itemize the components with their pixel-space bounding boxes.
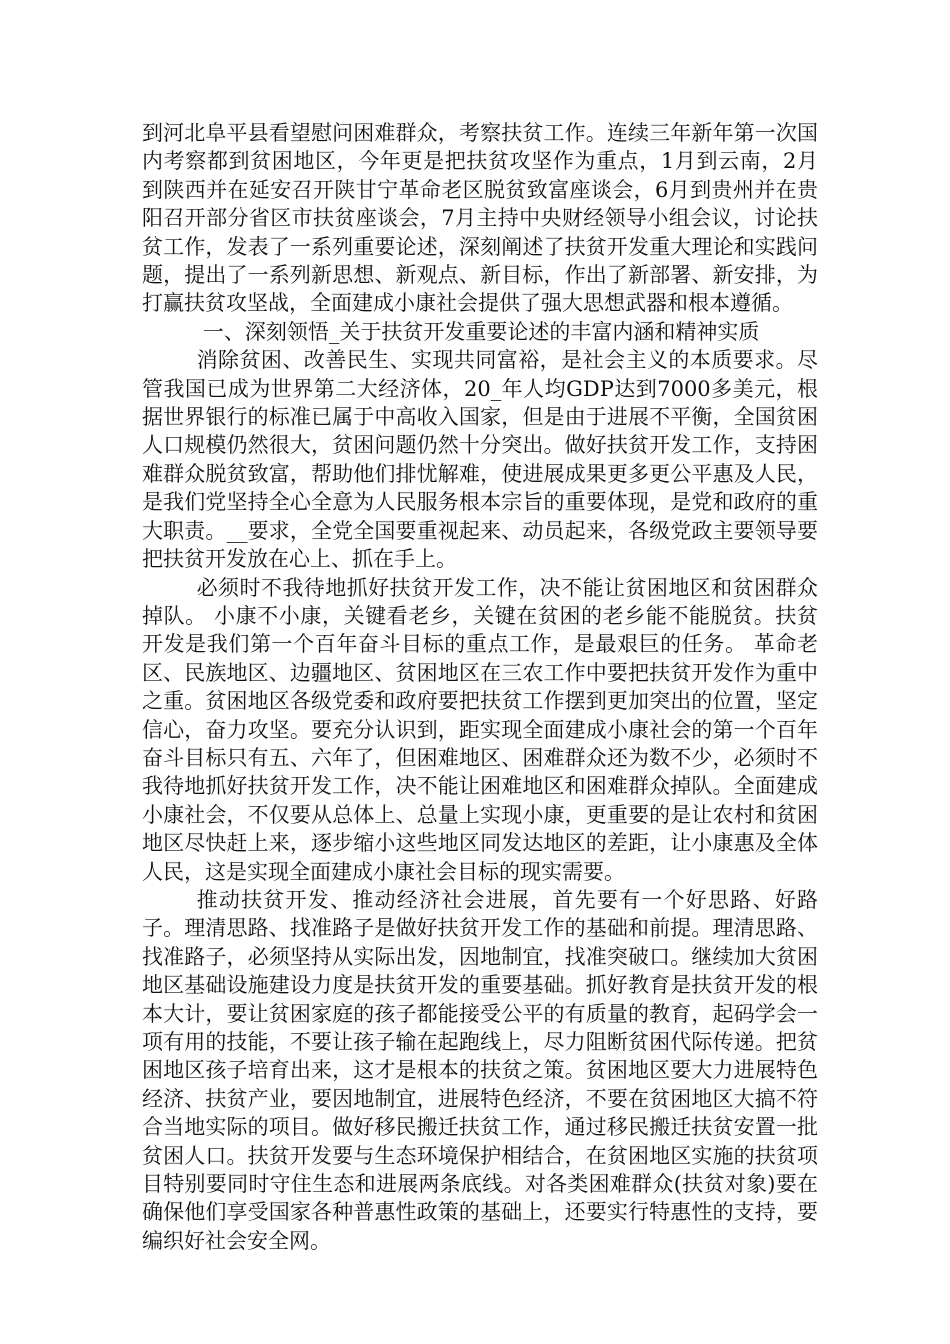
paragraph-good-approach: 推动扶贫开发、推动经济社会进展，首先要有一个好思路、好路子。理清思路、找准路子是做好扶贫开发工作的基础和前提。理清思路、找准路子，必须坚持从实际出发，因地制宜，找准突破口。继续加大贫困地区基础设施建设力度是扶贫开发的重要基础。抓好教育是扶贫开发的根本大计，要让贫困家庭的孩子都能接受公平的有质量的教育，起码学会一项有用的技能，不要让孩子输在起跑线上，尽力阻断贫困代际传递。把贫困地区孩子培育出来，这才是根本的扶贫之策。贫困地区要大力进展特色经济、扶贫产业，要因地制宜，进展特色经济，不要在贫困地区大搞不符合当地实际的项目。做好移民搬迁扶贫工作，通过移民搬迁扶贫安置一批贫困人口。扶贫开发要与生态环境保护相结合，在贫困地区实施的扶贫项目特别要同时守住生态和进展两条底线。对各类困难群众(扶贫对象)要在确保他们享受国家各种普惠性政策的基础上，还要实行特惠性的支持，要编织好社会安全网。 — [142, 887, 818, 1253]
paragraph-continuation: 到河北阜平县看望慰问困难群众，考察扶贫工作。连续三年新年第一次国内考察都到贫困地区，今年更是把扶贫攻坚作为重点，1月到云南，2月到陕西并在延安召开陕甘宁革命老区脱贫致富座谈会，6月到贵州并在贵阳召开部分省区市扶贫座谈会，7月主持中央财经领导小组会议，讨论扶贫工作，发表了一系列重要论述，深刻阐述了扶贫开发重大理论和实践问题，提出了一系列新思想、新观点、新目标，作出了新部署、新安排，为打赢扶贫攻坚战，全面建成小康社会提供了强大思想武器和根本遵循。 — [142, 121, 818, 316]
paragraph-poverty-elimination: 消除贫困、改善民生、实现共同富裕，是社会主义的本质要求。尽管我国已成为世界第二大经济体，20_年人均GDP达到7000多美元，根据世界银行的标准已属于中高收入国家，但是由于进展不平衡，全国贫困人口规模仍然很大，贫困问题仍然十分突出。做好扶贫开发工作，支持困难群众脱贫致富，帮助他们排忧解难，使进展成果更多更公平惠及人民，是我们党坚持全心全意为人民服务根本宗旨的重要体现，是党和政府的重大职责。__要求，全党全国要重视起来、动员起来，各级党政主要领导要把扶贫开发放在心上、抓在手上。 — [142, 348, 818, 572]
paragraph-urgent-work: 必须时不我待地抓好扶贫开发工作，决不能让贫困地区和贫困群众掉队。 小康不小康，关键看老乡，关键在贫困的老乡能不能脱贫。扶贫开发是我们第一个百年奋斗目标的重点工作，是最艰巨的任务。 革命老区、民族地区、边疆地区、贫困地区在三农工作中要把扶贫开发作为重中之重。贫困地区各级党委和政府要把扶贫工作摆到更加突出的位置，坚定信心，奋力攻坚。要充分认识到，距实现全面建成小康社会的第一个百年奋斗目标只有五、六年了，但困难地区、困难群众还为数不少，必须时不我待地抓好扶贫开发工作，决不能让困难地区和困难群众掉队。全面建成小康社会，不仅要从总体上、总量上实现小康，更重要的是让农村和贫困地区尽快赶上来，逐步缩小这些地区同发达地区的差距，让小康惠及全体人民，这是实现全面建成小康社会目标的现实需要。 — [142, 575, 818, 884]
section-heading: 一、深刻领悟_关于扶贫开发重要论述的丰富内涵和精神实质 — [202, 319, 760, 344]
document-page — [142, 119, 818, 1255]
